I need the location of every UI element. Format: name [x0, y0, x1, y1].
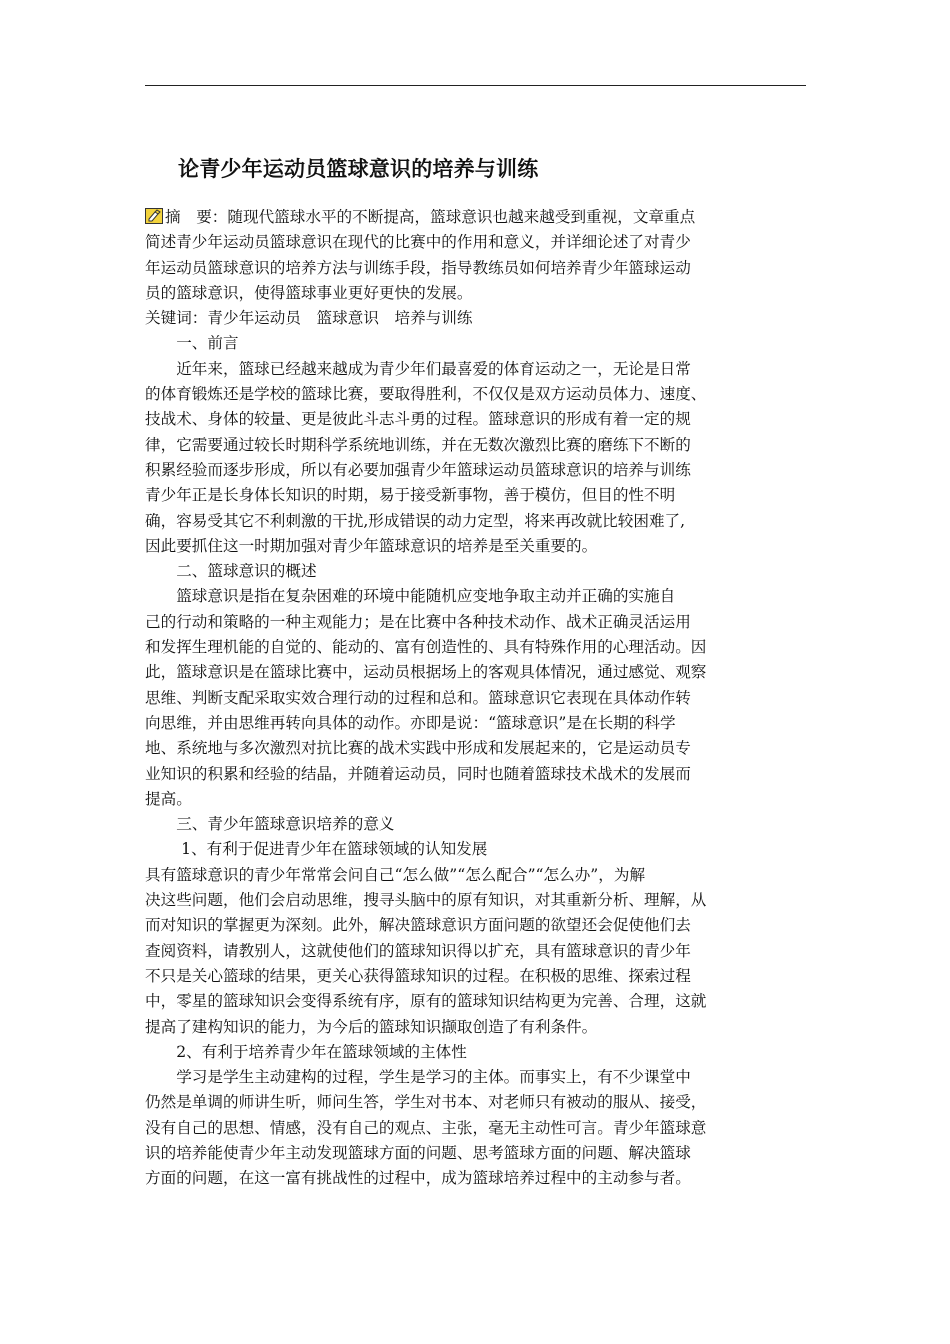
text-line: 积累经验而逐步形成，所以有必要加强青少年篮球运动员篮球意识的培养与训练 — [145, 460, 691, 479]
text-line: 学习是学生主动建构的过程，学生是学习的主体。而事实上，有不少课堂中 — [145, 1068, 691, 1087]
text-line: 识的培养能使青少年主动发现篮球方面的问题、思考篮球方面的问题、解决篮球 — [145, 1143, 691, 1162]
text-line: 向思维，并由思维再转向具体的动作。亦即是说：“篮球意识”是在长期的科学 — [145, 713, 676, 732]
edit-note-icon — [145, 208, 163, 224]
text-line: 此，篮球意识是在篮球比赛中，运动员根据场上的客观具体情况，通过感觉、观察 — [145, 663, 707, 682]
header-rule — [145, 85, 806, 86]
text-line: 篮球意识是指在复杂困难的环境中能随机应变地争取主动并正确的实施自 — [145, 587, 676, 606]
text-line: 业知识的积累和经验的结晶，并随着运动员，同时也随着篮球技术战术的发展而 — [145, 764, 691, 783]
text-line: 确，容易受其它不利刺激的干扰,形成错误的动力定型，将来再改就比较困难了, — [145, 511, 686, 530]
text-line: 的体育锻炼还是学校的篮球比赛，要取得胜利，不仅仅是双方运动员体力、速度、 — [145, 385, 707, 404]
text-line: 律，它需要通过较长时期科学系统地训练，并在无数次激烈比赛的磨练下不断的 — [145, 435, 691, 454]
text-line: 因此要抓住这一时期加强对青少年篮球意识的培养是至关重要的。 — [145, 536, 598, 555]
text-line: 青少年正是长身体长知识的时期，易于接受新事物，善于模仿，但目的性不明 — [145, 486, 676, 505]
subsection-heading: 1、有利于促进青少年在篮球领域的认知发展 — [145, 840, 488, 859]
text-line: 和发挥生理机能的自觉的、能动的、富有创造性的、具有特殊作用的心理活动。因 — [145, 638, 707, 657]
text-line: 地、系统地与多次激烈对抗比赛的战术实践中形成和发展起来的，它是运动员专 — [145, 739, 691, 758]
text-line: 中，零星的篮球知识会变得系统有序，原有的篮球知识结构更为完善、合理，这就 — [145, 992, 707, 1011]
text-line: 摘 要：随现代篮球水平的不断提高，篮球意识也越来越受到重视，文章重点 — [165, 208, 696, 226]
text-line: 近年来，篮球已经越来越成为青少年们最喜爱的体育运动之一，无论是日常 — [145, 359, 691, 378]
text-line: 提高了建构知识的能力，为今后的篮球知识撷取创造了有利条件。 — [145, 1017, 598, 1036]
text-line: 员的篮球意识，使得篮球事业更好更快的发展。 — [145, 283, 473, 302]
text-line: 查阅资料，请教别人，这就使他们的篮球知识得以扩充，具有篮球意识的青少年 — [145, 941, 691, 960]
text-line: 没有自己的思想、情感，没有自己的观点、主张，毫无主动性可言。青少年篮球意 — [145, 1118, 707, 1137]
document-body — [145, 205, 810, 1192]
text-line: 方面的问题，在这一富有挑战性的过程中，成为篮球培养过程中的主动参与者。 — [145, 1169, 691, 1188]
keywords-line: 关键词：青少年运动员 篮球意识 培养与训练 — [145, 309, 473, 328]
text-line: 决这些问题，他们会启动思维，搜寻头脑中的原有知识，对其重新分析、理解，从 — [145, 891, 707, 910]
section-heading: 二、篮球意识的概述 — [145, 562, 317, 581]
document-title: 论青少年运动员篮球意识的培养与训练 — [178, 157, 539, 181]
section-heading: 三、青少年篮球意识培养的意义 — [145, 815, 395, 834]
subsection-heading: 2、有利于培养青少年在篮球领域的主体性 — [145, 1042, 467, 1061]
text-line: 思维、判断支配采取实效合理行动的过程和总和。篮球意识它表现在具体动作转 — [145, 688, 691, 707]
text-line: 而对知识的掌握更为深刻。此外，解决篮球意识方面问题的欲望还会促使他们去 — [145, 916, 691, 935]
text-line: 技战术、身体的较量、更是彼此斗志斗勇的过程。篮球意识的形成有着一定的规 — [145, 410, 691, 429]
abstract-line — [145, 205, 810, 230]
text-line: 提高。 — [145, 789, 192, 808]
text-line: 简述青少年运动员篮球意识在现代的比赛中的作用和意义，并详细论述了对青少 — [145, 233, 691, 252]
text-line: 己的行动和策略的一种主观能力；是在比赛中各种技术动作、战术正确灵活运用 — [145, 612, 691, 631]
text-line: 年运动员篮球意识的培养方法与训练手段，指导教练员如何培养青少年篮球运动 — [145, 258, 691, 277]
section-heading: 一、前言 — [145, 334, 239, 353]
text-line: 不只是关心篮球的结果，更关心获得篮球知识的过程。在积极的思维、探索过程 — [145, 966, 691, 985]
text-line: 仍然是单调的师讲生听，师问生答，学生对书本、对老师只有被动的服从、接受， — [145, 1093, 707, 1112]
text-line: 具有篮球意识的青少年常常会问自己“怎么做”“怎么配合”“怎么办”，为解 — [145, 865, 646, 884]
